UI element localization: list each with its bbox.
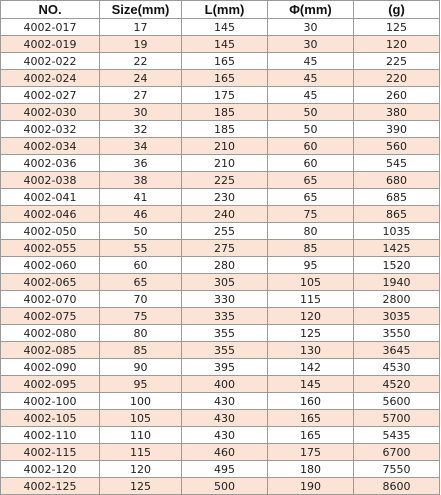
- cell-diameter: 160: [268, 393, 354, 410]
- table-row: [1, 359, 440, 376]
- cell-diameter: 180: [268, 461, 354, 478]
- cell-no: 4002-065: [1, 274, 100, 291]
- cell-size: 95: [100, 376, 182, 393]
- cell-size: 60: [100, 257, 182, 274]
- table-row: [1, 87, 440, 104]
- cell-weight: 545: [354, 155, 440, 172]
- cell-no: 4002-120: [1, 461, 100, 478]
- cell-no: 4002-017: [1, 19, 100, 36]
- cell-no: 4002-095: [1, 376, 100, 393]
- header-length: L(mm): [182, 1, 268, 19]
- cell-weight: 260: [354, 87, 440, 104]
- cell-no: 4002-125: [1, 478, 100, 495]
- cell-length: 255: [182, 223, 268, 240]
- cell-diameter: 50: [268, 121, 354, 138]
- cell-no: 4002-019: [1, 36, 100, 53]
- cell-length: 430: [182, 427, 268, 444]
- cell-weight: 5435: [354, 427, 440, 444]
- cell-length: 185: [182, 104, 268, 121]
- header-no: NO.: [1, 1, 100, 19]
- cell-diameter: 165: [268, 410, 354, 427]
- cell-weight: 125: [354, 19, 440, 36]
- cell-weight: 680: [354, 172, 440, 189]
- cell-weight: 4520: [354, 376, 440, 393]
- cell-diameter: 65: [268, 189, 354, 206]
- cell-length: 430: [182, 410, 268, 427]
- cell-size: 22: [100, 53, 182, 70]
- cell-size: 105: [100, 410, 182, 427]
- cell-length: 430: [182, 393, 268, 410]
- cell-length: 240: [182, 206, 268, 223]
- cell-size: 110: [100, 427, 182, 444]
- cell-weight: 3645: [354, 342, 440, 359]
- cell-size: 19: [100, 36, 182, 53]
- cell-no: 4002-024: [1, 70, 100, 87]
- header-diameter: Φ(mm): [268, 1, 354, 19]
- cell-no: 4002-100: [1, 393, 100, 410]
- cell-diameter: 165: [268, 427, 354, 444]
- table-row: [1, 342, 440, 359]
- table-row: [1, 325, 440, 342]
- table-row: [1, 70, 440, 87]
- table-row: [1, 410, 440, 427]
- table-row: [1, 155, 440, 172]
- cell-no: 4002-055: [1, 240, 100, 257]
- table-row: [1, 172, 440, 189]
- cell-weight: 120: [354, 36, 440, 53]
- cell-length: 500: [182, 478, 268, 495]
- cell-weight: 8600: [354, 478, 440, 495]
- table-row: [1, 461, 440, 478]
- cell-diameter: 175: [268, 444, 354, 461]
- cell-diameter: 30: [268, 36, 354, 53]
- cell-length: 225: [182, 172, 268, 189]
- cell-diameter: 130: [268, 342, 354, 359]
- table-row: [1, 53, 440, 70]
- cell-size: 17: [100, 19, 182, 36]
- table-row: [1, 36, 440, 53]
- cell-size: 24: [100, 70, 182, 87]
- cell-diameter: 30: [268, 19, 354, 36]
- table-row: [1, 427, 440, 444]
- cell-length: 145: [182, 19, 268, 36]
- cell-size: 27: [100, 87, 182, 104]
- table-row: [1, 308, 440, 325]
- header-row: [1, 1, 440, 19]
- cell-diameter: 65: [268, 172, 354, 189]
- cell-length: 305: [182, 274, 268, 291]
- table-row: [1, 444, 440, 461]
- cell-size: 30: [100, 104, 182, 121]
- cell-size: 65: [100, 274, 182, 291]
- cell-length: 330: [182, 291, 268, 308]
- cell-length: 165: [182, 53, 268, 70]
- cell-no: 4002-041: [1, 189, 100, 206]
- cell-size: 75: [100, 308, 182, 325]
- table-row: [1, 240, 440, 257]
- cell-size: 46: [100, 206, 182, 223]
- cell-weight: 4530: [354, 359, 440, 376]
- cell-no: 4002-060: [1, 257, 100, 274]
- table-row: [1, 121, 440, 138]
- cell-length: 165: [182, 70, 268, 87]
- cell-weight: 5700: [354, 410, 440, 427]
- cell-length: 210: [182, 138, 268, 155]
- cell-length: 175: [182, 87, 268, 104]
- cell-diameter: 145: [268, 376, 354, 393]
- cell-weight: 6700: [354, 444, 440, 461]
- cell-weight: 3550: [354, 325, 440, 342]
- cell-length: 210: [182, 155, 268, 172]
- cell-no: 4002-046: [1, 206, 100, 223]
- table-row: [1, 257, 440, 274]
- table-row: [1, 274, 440, 291]
- cell-length: 495: [182, 461, 268, 478]
- cell-diameter: 85: [268, 240, 354, 257]
- cell-weight: 685: [354, 189, 440, 206]
- cell-no: 4002-075: [1, 308, 100, 325]
- cell-diameter: 190: [268, 478, 354, 495]
- cell-size: 120: [100, 461, 182, 478]
- cell-weight: 5600: [354, 393, 440, 410]
- table-row: [1, 223, 440, 240]
- table-body: [1, 19, 440, 495]
- table-row: [1, 104, 440, 121]
- cell-diameter: 95: [268, 257, 354, 274]
- cell-weight: 560: [354, 138, 440, 155]
- cell-size: 70: [100, 291, 182, 308]
- cell-weight: 380: [354, 104, 440, 121]
- cell-size: 36: [100, 155, 182, 172]
- cell-size: 34: [100, 138, 182, 155]
- cell-no: 4002-030: [1, 104, 100, 121]
- cell-diameter: 125: [268, 325, 354, 342]
- cell-no: 4002-022: [1, 53, 100, 70]
- cell-diameter: 60: [268, 155, 354, 172]
- cell-size: 125: [100, 478, 182, 495]
- cell-length: 355: [182, 325, 268, 342]
- cell-diameter: 45: [268, 87, 354, 104]
- table-row: [1, 138, 440, 155]
- cell-weight: 390: [354, 121, 440, 138]
- cell-length: 280: [182, 257, 268, 274]
- cell-no: 4002-115: [1, 444, 100, 461]
- cell-weight: 225: [354, 53, 440, 70]
- table-row: [1, 393, 440, 410]
- cell-size: 100: [100, 393, 182, 410]
- cell-diameter: 45: [268, 70, 354, 87]
- cell-weight: 1035: [354, 223, 440, 240]
- table-row: [1, 291, 440, 308]
- cell-length: 275: [182, 240, 268, 257]
- cell-length: 400: [182, 376, 268, 393]
- cell-length: 395: [182, 359, 268, 376]
- cell-no: 4002-036: [1, 155, 100, 172]
- cell-weight: 2800: [354, 291, 440, 308]
- cell-length: 145: [182, 36, 268, 53]
- cell-no: 4002-110: [1, 427, 100, 444]
- cell-size: 90: [100, 359, 182, 376]
- cell-no: 4002-085: [1, 342, 100, 359]
- cell-size: 50: [100, 223, 182, 240]
- cell-size: 41: [100, 189, 182, 206]
- cell-weight: 1940: [354, 274, 440, 291]
- cell-diameter: 45: [268, 53, 354, 70]
- cell-length: 460: [182, 444, 268, 461]
- cell-weight: 3035: [354, 308, 440, 325]
- table-row: [1, 206, 440, 223]
- cell-size: 55: [100, 240, 182, 257]
- cell-weight: 865: [354, 206, 440, 223]
- cell-diameter: 115: [268, 291, 354, 308]
- cell-no: 4002-090: [1, 359, 100, 376]
- table-header: [1, 1, 440, 19]
- cell-weight: 1425: [354, 240, 440, 257]
- cell-no: 4002-032: [1, 121, 100, 138]
- header-size: Size(mm): [100, 1, 182, 19]
- cell-no: 4002-070: [1, 291, 100, 308]
- cell-size: 80: [100, 325, 182, 342]
- cell-size: 85: [100, 342, 182, 359]
- cell-weight: 220: [354, 70, 440, 87]
- cell-size: 38: [100, 172, 182, 189]
- cell-diameter: 60: [268, 138, 354, 155]
- cell-diameter: 142: [268, 359, 354, 376]
- cell-no: 4002-034: [1, 138, 100, 155]
- table-row: [1, 376, 440, 393]
- table-row: [1, 478, 440, 495]
- cell-diameter: 50: [268, 104, 354, 121]
- cell-weight: 1520: [354, 257, 440, 274]
- cell-no: 4002-105: [1, 410, 100, 427]
- cell-length: 335: [182, 308, 268, 325]
- cell-length: 230: [182, 189, 268, 206]
- cell-diameter: 120: [268, 308, 354, 325]
- cell-size: 115: [100, 444, 182, 461]
- table-row: [1, 19, 440, 36]
- cell-no: 4002-027: [1, 87, 100, 104]
- cell-no: 4002-038: [1, 172, 100, 189]
- cell-diameter: 105: [268, 274, 354, 291]
- cell-diameter: 75: [268, 206, 354, 223]
- cell-weight: 7550: [354, 461, 440, 478]
- table-row: [1, 189, 440, 206]
- cell-length: 355: [182, 342, 268, 359]
- cell-size: 32: [100, 121, 182, 138]
- cell-length: 185: [182, 121, 268, 138]
- cell-no: 4002-080: [1, 325, 100, 342]
- header-weight: (g): [354, 1, 440, 19]
- cell-no: 4002-050: [1, 223, 100, 240]
- cell-diameter: 80: [268, 223, 354, 240]
